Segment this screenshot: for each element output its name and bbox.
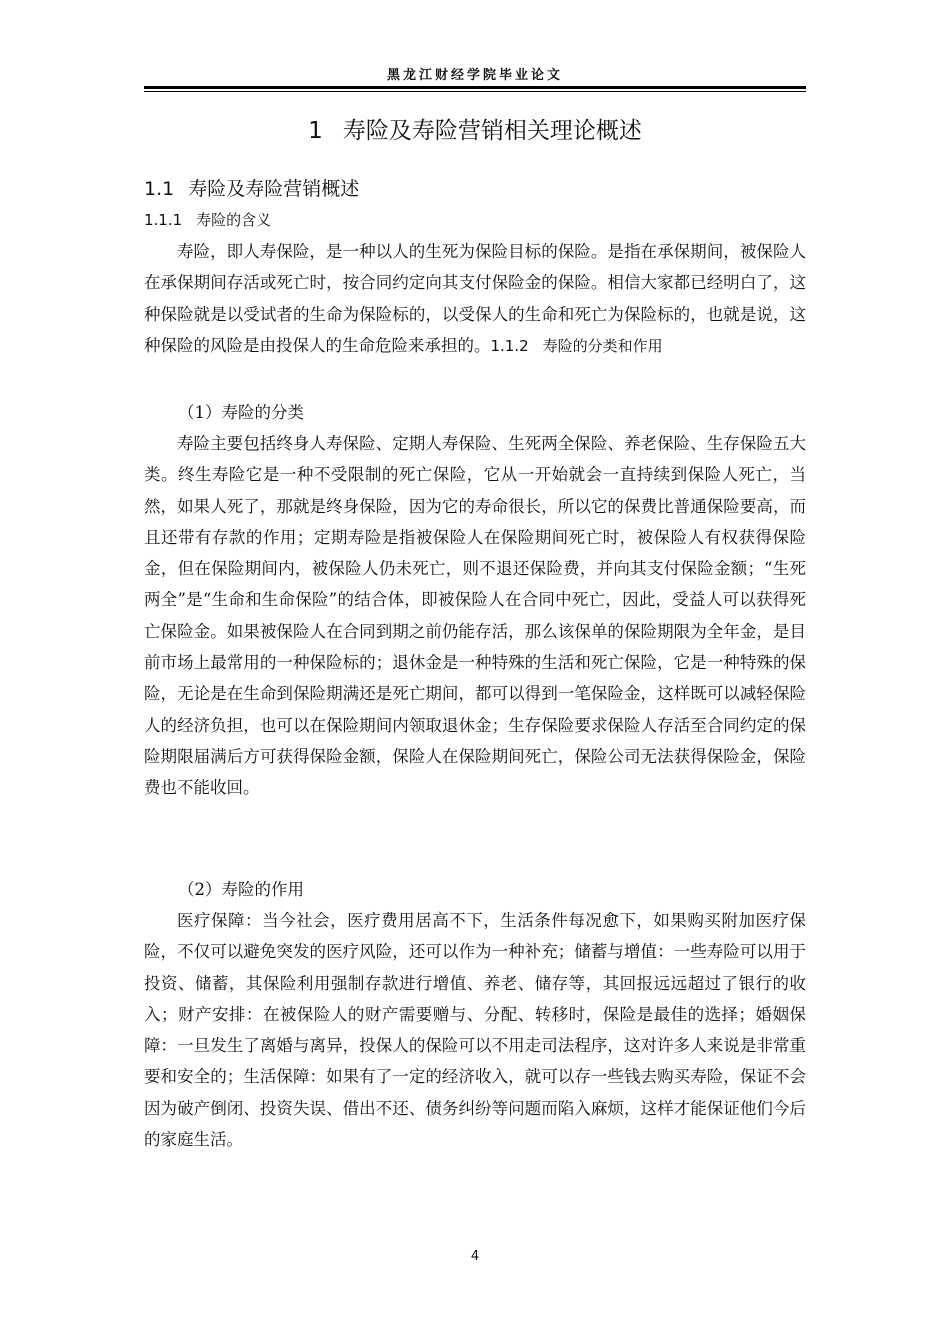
chapter-title-text: 寿险及寿险营销相关理论概述: [342, 118, 642, 144]
list-item-2: （2）寿险的作用: [178, 880, 304, 899]
subsection-heading-1: [144, 206, 271, 234]
subsection-2-title: 寿险的分类和作用: [542, 336, 663, 355]
header-rule-thin: [144, 91, 806, 92]
list-item-1: （1）寿险的分类: [178, 403, 304, 422]
subsection-1-title: 寿险的含义: [196, 211, 272, 229]
header-rule-thick: [144, 86, 806, 89]
paragraph-1: [144, 236, 806, 362]
subsection-1-number: 1.1.1: [144, 211, 183, 229]
paragraph-1-text: 寿险，即人寿保险，是一种以人的生死为保险目标的保险。是指在承保期间，被保险人在承保期间存活或死亡时，按合同约定向其支付保险金的保险。相信大家都已经明白了，这种保险就是以受试者的生命为保险标的，以受保人的生命和死亡为保险标的，也就是说，这种保险的风险是由投保人的生命危险来承担的。: [144, 242, 806, 355]
page-number: 4: [470, 1249, 480, 1264]
chapter-title: [144, 114, 806, 148]
paragraph-2: 寿险主要包括终身人寿保险、定期人寿保险、生死两全保险、养老保险、生存保险五大类。终生寿险它是一种不受限制的死亡保险，它从一开始就会一直持续到保险人死亡，当然，如果人死了，那就是终身保险，因为它的寿命很长，所以它的保费比普通保险要高，而且还带有存款的作用；定期寿险是指被保险人在保险期间死亡时，被保险人有权获得保险金，但在保险期间内，被保险人仍未死亡，则不退还保险费，并向其支付保险金额；“生死两全”是“生命和生命保险”的结合体，即被保险人在合同中死亡，因此，受益人可以获得死亡保险金。如果被保险人在合同到期之前仍能存活，那么该保单的保险期限为全年金，是目前市场上最常用的一种保险标的；退休金是一种特殊的生活和死亡保险，它是一种特殊的保险，无论是在生命到保险期满还是死亡期间，都可以得到一笔保险金，这样既可以减轻保险人的经济负担，也可以在保险期间内领取退休金；生存保险要求保险人存活至合同约定的保险期限届满后方可获得保险金额，保险人在保险期间死亡，保险公司无法获得保险金，保险费也不能收回。: [144, 434, 806, 798]
subsection-2-number: 1.1.2: [490, 336, 529, 355]
page-header: 黑龙江财经学院毕业论文: [386, 68, 563, 83]
section-heading: [144, 174, 359, 204]
subsection-heading-2: [491, 337, 663, 355]
section-number: 1.1: [144, 178, 175, 200]
chapter-number: 1: [308, 118, 323, 144]
section-title: 寿险及寿险营销概述: [188, 178, 360, 200]
paragraph-3: 医疗保障：当今社会，医疗费用居高不下，生活条件每况愈下，如果购买附加医疗保险，不仅可以避免突发的医疗风险，还可以作为一种补充；储蓄与增值：一些寿险可以用于投资、储蓄，其保险利用强制存款进行增值、养老、储存等，其回报远远超过了银行的收入；财产安排：在被保险人的财产需要赠与、分配、转移时，保险是最佳的选择；婚姻保障：一旦发生了离婚与离异，投保人的保险可以不用走司法程序，这对许多人来说是非常重要和安全的；生活保障：如果有了一定的经济收入，就可以存一些钱去购买寿险，保证不会因为破产倒闭、投资失误、借出不还、债务纠纷等问题而陷入麻烦，这样才能保证他们今后的家庭生活。: [144, 911, 806, 1150]
